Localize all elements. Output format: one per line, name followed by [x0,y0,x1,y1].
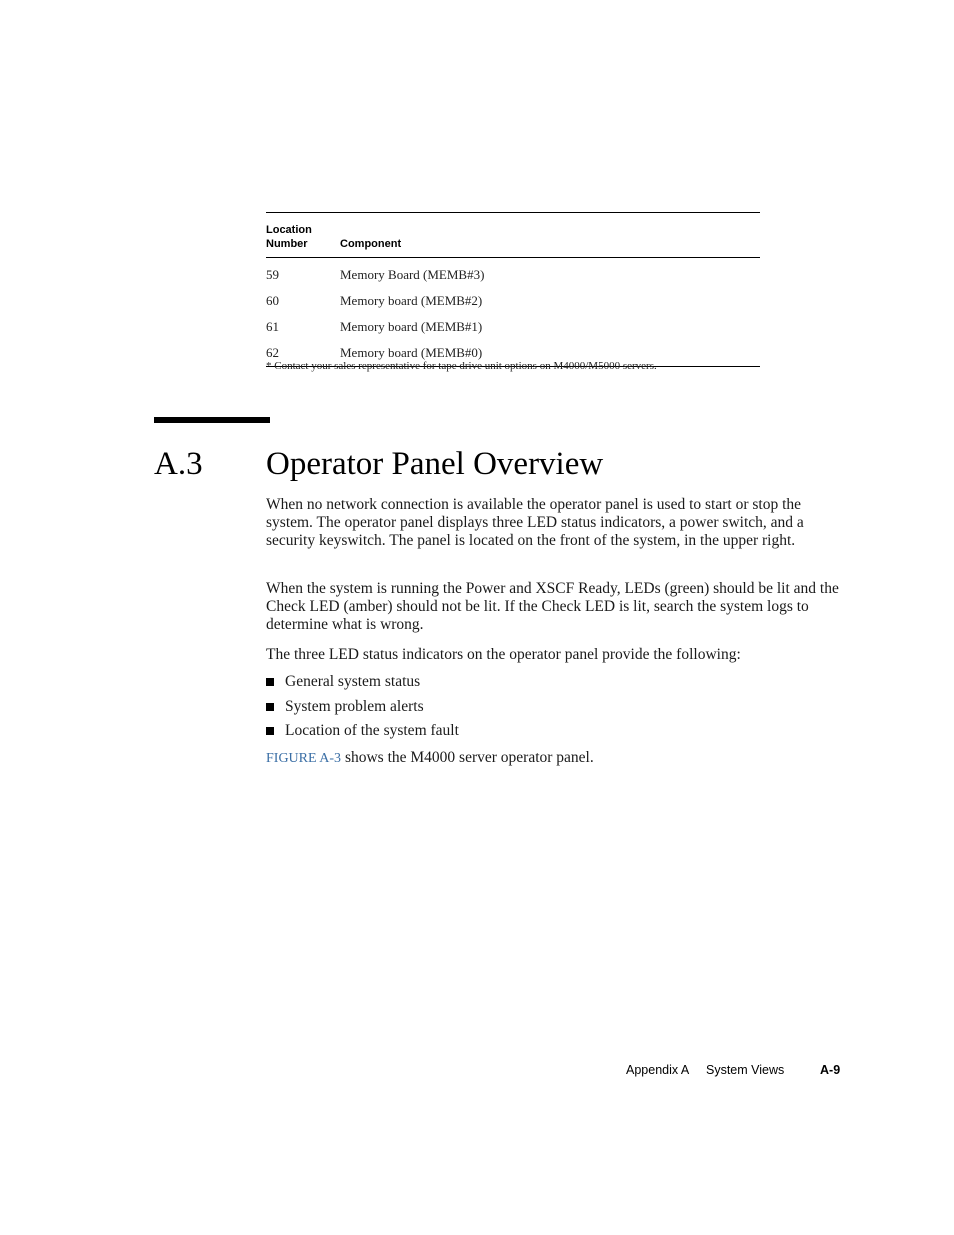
component-table [266,212,760,367]
row-component: Memory Board (MEMB#3) [340,267,485,282]
table-footnote: * Contact your sales representative for tape drive unit options on M4000/M5000 servers. [266,360,657,372]
header-component: Component [340,238,402,250]
list-item-text: System problem alerts [285,697,424,715]
footer-page-number: A-9 [820,1063,841,1077]
table-row [266,314,760,340]
row-location: 61 [266,319,279,334]
section-number: A.3 [154,446,203,482]
section-title: Operator Panel Overview [266,446,604,482]
bullet-list [266,670,459,744]
table-body [266,262,760,366]
row-component: Memory board (MEMB#1) [340,319,483,334]
table-header-rule [266,257,760,258]
table-row [266,288,760,314]
footer-title: System Views [706,1063,785,1077]
bullet-square-icon [266,678,274,686]
paragraph-1: When no network connection is available the operator panel is used to start or stop the system. The operator panel displays three LED status indicators, a power switch, and a security keyswitch. The panel is located on the front of the system, in the upper right. [266,496,804,549]
list-item-text: General system status [285,673,421,691]
row-component: Memory board (MEMB#2) [340,293,483,308]
list-item-text: Location of the system fault [285,722,459,740]
figure-reference-paragraph [266,749,842,768]
figure-link[interactable]: FIGURE A-3 [266,751,342,766]
table-header [266,213,760,251]
table-row [266,262,760,288]
header-location-line2: Number [266,238,308,250]
list-item [266,719,459,744]
list-item [266,670,459,695]
paragraph-2: When the system is running the Power and XSCF Ready, LEDs (green) should be lit and the Check LED (amber) should not be lit. If the Check LED is lit, search the system logs to determine what is wrong. [266,580,839,633]
section-bar [154,417,270,423]
paragraph-3: The three LED status indicators on the operator panel provide the following: [266,646,741,663]
row-location: 59 [266,267,279,282]
bullet-square-icon [266,703,274,711]
row-location: 62 [266,345,279,360]
list-item [266,695,459,720]
header-location-number [266,223,340,251]
header-location-line1: Location [266,224,312,236]
row-location: 60 [266,293,279,308]
row-component: Memory board (MEMB#0) [340,345,483,360]
footer-chapter: Appendix A [626,1063,690,1077]
bullet-square-icon [266,727,274,735]
figure-reference-text: shows the M4000 server operator panel. [341,749,594,766]
